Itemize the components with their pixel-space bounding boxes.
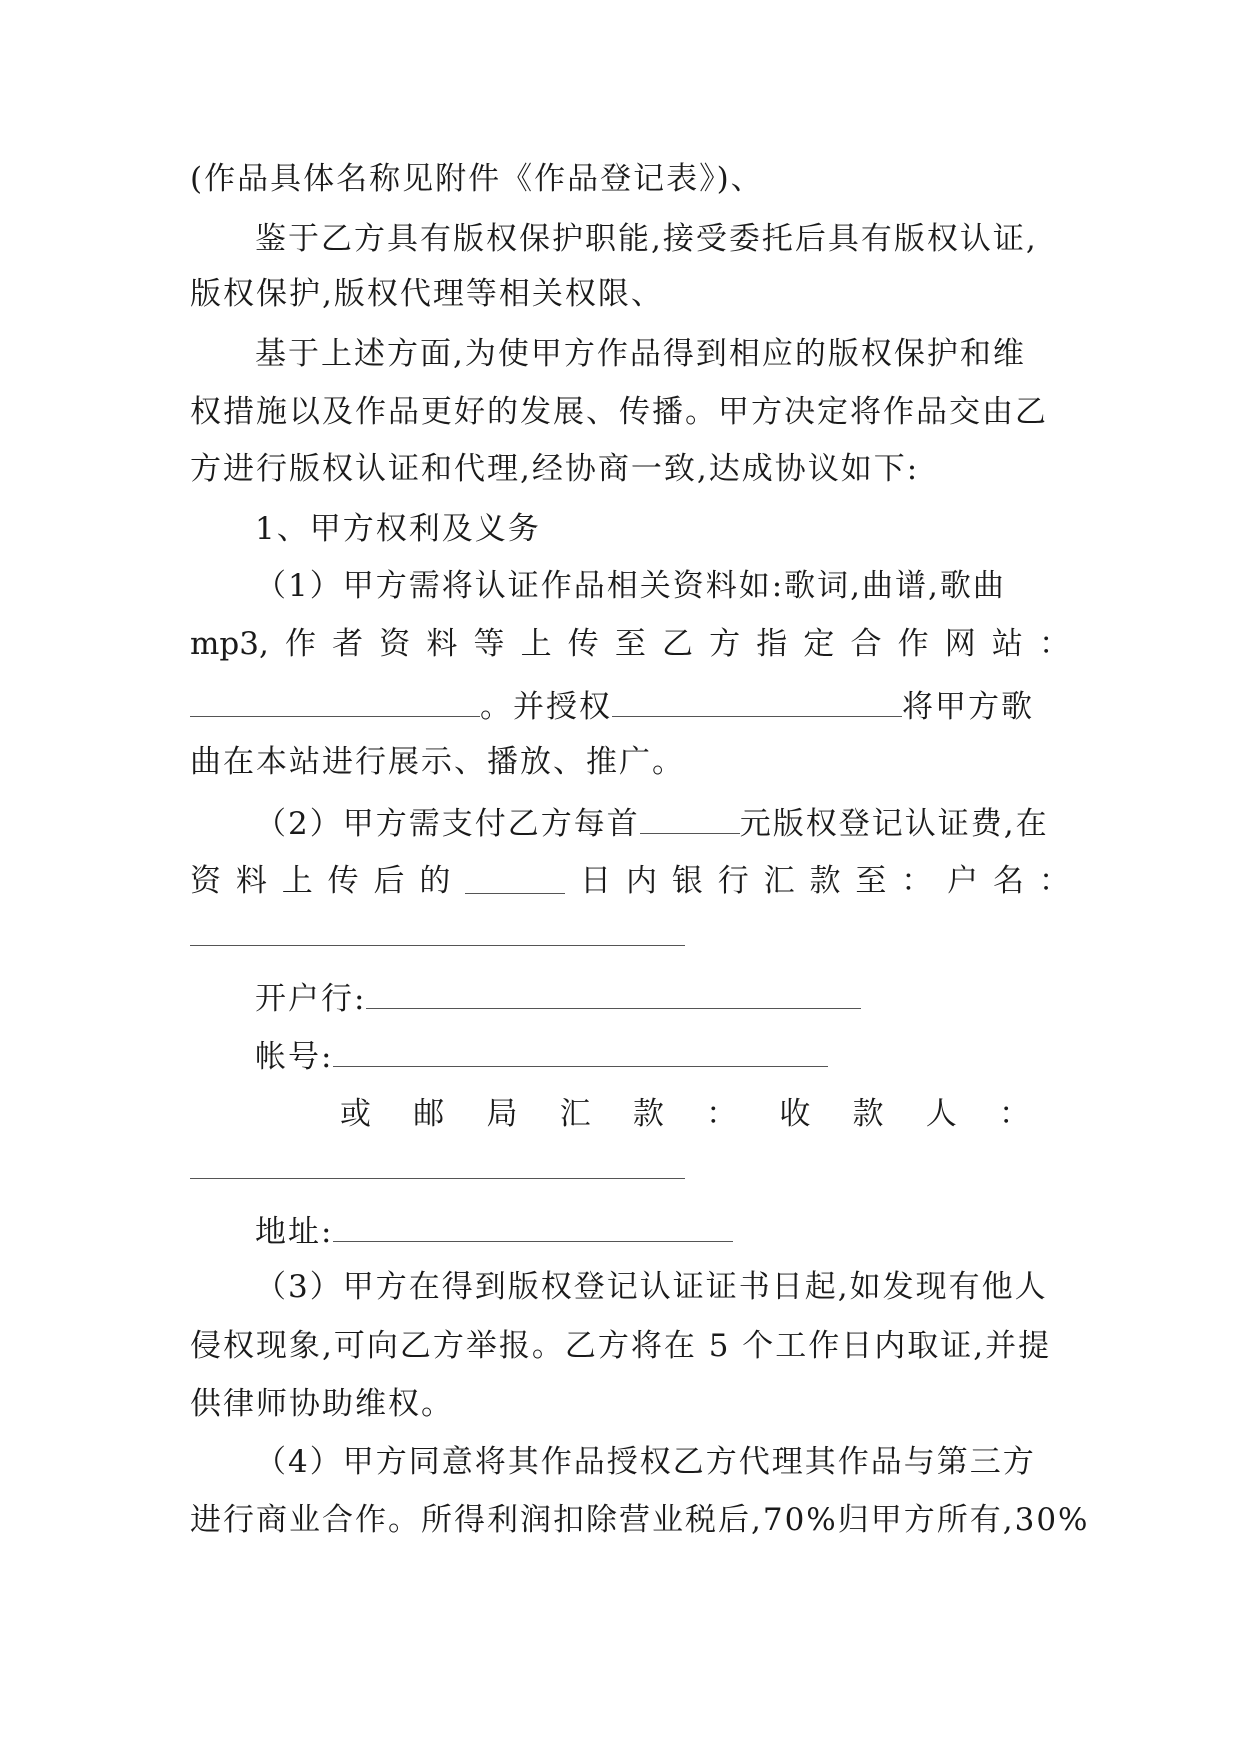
fill-blank[interactable] bbox=[640, 797, 740, 834]
text-char: 指 bbox=[756, 626, 788, 662]
text-char: 或 bbox=[340, 1096, 371, 1132]
text-char: 乙 bbox=[661, 626, 693, 662]
text-fragment: 将甲方歌 bbox=[902, 689, 1034, 725]
text-char: 至 bbox=[855, 863, 887, 899]
text-char: ： bbox=[1038, 626, 1070, 662]
text-char: ： bbox=[998, 1096, 1030, 1132]
text-line: 侵权现象,可向乙方举报。乙方将在 5 个工作日内取证,并提 bbox=[190, 1328, 1052, 1364]
text-char: ： bbox=[901, 863, 933, 899]
text-char: 后 bbox=[373, 863, 405, 899]
fill-blank[interactable] bbox=[190, 680, 480, 717]
text-line-with-blanks bbox=[255, 1030, 1135, 1078]
text-char: 定 bbox=[803, 626, 835, 662]
text-char: 人 bbox=[925, 1096, 957, 1132]
text-char: 日 bbox=[580, 863, 612, 899]
text-char: 行 bbox=[717, 863, 749, 899]
text-line-with-blanks bbox=[255, 972, 1135, 1020]
text-fragment: 地址: bbox=[255, 1214, 334, 1250]
text-fragment: （2）甲方需支付乙方每首 bbox=[255, 806, 640, 842]
fill-blank[interactable] bbox=[366, 972, 861, 1009]
text-char: 内 bbox=[626, 863, 657, 899]
text-char: 汇 bbox=[559, 1096, 591, 1132]
text-char: 银 bbox=[671, 863, 703, 899]
text-fragment: 帐号: bbox=[255, 1039, 334, 1075]
text-char: 合 bbox=[850, 626, 882, 662]
text-char: 汇 bbox=[763, 863, 795, 899]
section-heading: 1、甲方权利及义务 bbox=[255, 511, 541, 547]
text-char: 上 bbox=[281, 863, 313, 899]
text-char: 网 bbox=[944, 626, 976, 662]
text-char: 资 bbox=[379, 626, 411, 662]
text-char: 上 bbox=[520, 626, 552, 662]
fill-line[interactable] bbox=[190, 1178, 685, 1179]
text-char: 料 bbox=[235, 863, 267, 899]
text-line: 版权保护,版权代理等相关权限、 bbox=[190, 276, 664, 312]
text-char: 等 bbox=[473, 626, 505, 662]
fill-blank[interactable] bbox=[333, 1205, 733, 1242]
text-fragment: 开户行: bbox=[255, 981, 367, 1017]
justified-text-line bbox=[190, 620, 1070, 668]
text-line-with-blanks bbox=[255, 797, 1135, 845]
text-char: 方 bbox=[709, 626, 741, 662]
text-char: 名 bbox=[993, 863, 1024, 899]
text-char: 邮 bbox=[413, 1096, 445, 1132]
text-char: mp3, bbox=[190, 626, 269, 662]
justified-text-line bbox=[340, 1090, 1030, 1138]
text-fragment: 。并授权 bbox=[480, 689, 612, 725]
text-char: 作 bbox=[897, 626, 929, 662]
text-line: 方进行版权认证和代理,经协商一致,达成协议如下: bbox=[190, 451, 920, 487]
text-char: 资 bbox=[190, 863, 221, 899]
text-char: 户 bbox=[947, 863, 979, 899]
text-line: 曲在本站进行展示、播放、推广。 bbox=[190, 744, 685, 780]
text-line: (作品具体名称见附件《作品登记表》)、 bbox=[190, 161, 764, 197]
text-char: 传 bbox=[327, 863, 359, 899]
text-char: ： bbox=[1038, 863, 1070, 899]
text-char: 款 bbox=[852, 1096, 884, 1132]
text-char: 者 bbox=[332, 626, 364, 662]
text-line: 进行商业合作。所得利润扣除营业税后,70%归甲方所有,30% bbox=[190, 1502, 1090, 1538]
text-char: 至 bbox=[614, 626, 646, 662]
text-char: 收 bbox=[779, 1096, 811, 1132]
text-char: ： bbox=[706, 1096, 738, 1132]
fill-blank[interactable] bbox=[333, 1030, 828, 1067]
justified-text-line bbox=[190, 857, 1070, 905]
text-char: 款 bbox=[809, 863, 841, 899]
text-char: 作 bbox=[284, 626, 316, 662]
text-line-with-blanks bbox=[190, 680, 1070, 728]
text-char: 款 bbox=[632, 1096, 664, 1132]
text-line: 权措施以及作品更好的发展、传播。甲方决定将作品交由乙 bbox=[190, 394, 1048, 430]
fill-blank[interactable] bbox=[465, 857, 565, 894]
text-line: （4）甲方同意将其作品授权乙方代理其作品与第三方 bbox=[255, 1444, 1036, 1480]
text-fragment: 元版权登记认证费,在 bbox=[739, 806, 1049, 842]
text-char: 局 bbox=[486, 1096, 518, 1132]
text-char: 传 bbox=[567, 626, 599, 662]
fill-blank[interactable] bbox=[612, 680, 902, 717]
text-char: 的 bbox=[419, 863, 451, 899]
text-line: 供律师协助维权。 bbox=[190, 1386, 454, 1422]
text-char: 站 bbox=[991, 626, 1023, 662]
text-line: 鉴于乙方具有版权保护职能,接受委托后具有版权认证, bbox=[255, 221, 1038, 257]
text-char: 料 bbox=[426, 626, 458, 662]
text-line: 基于上述方面,为使甲方作品得到相应的版权保护和维 bbox=[255, 336, 1026, 372]
fill-line[interactable] bbox=[190, 945, 685, 946]
text-line: （1）甲方需将认证作品相关资料如:歌词,曲谱,歌曲 bbox=[255, 568, 1006, 604]
text-line-with-blanks bbox=[255, 1205, 1135, 1253]
text-line: （3）甲方在得到版权登记认证证书日起,如发现有他人 bbox=[255, 1269, 1048, 1305]
